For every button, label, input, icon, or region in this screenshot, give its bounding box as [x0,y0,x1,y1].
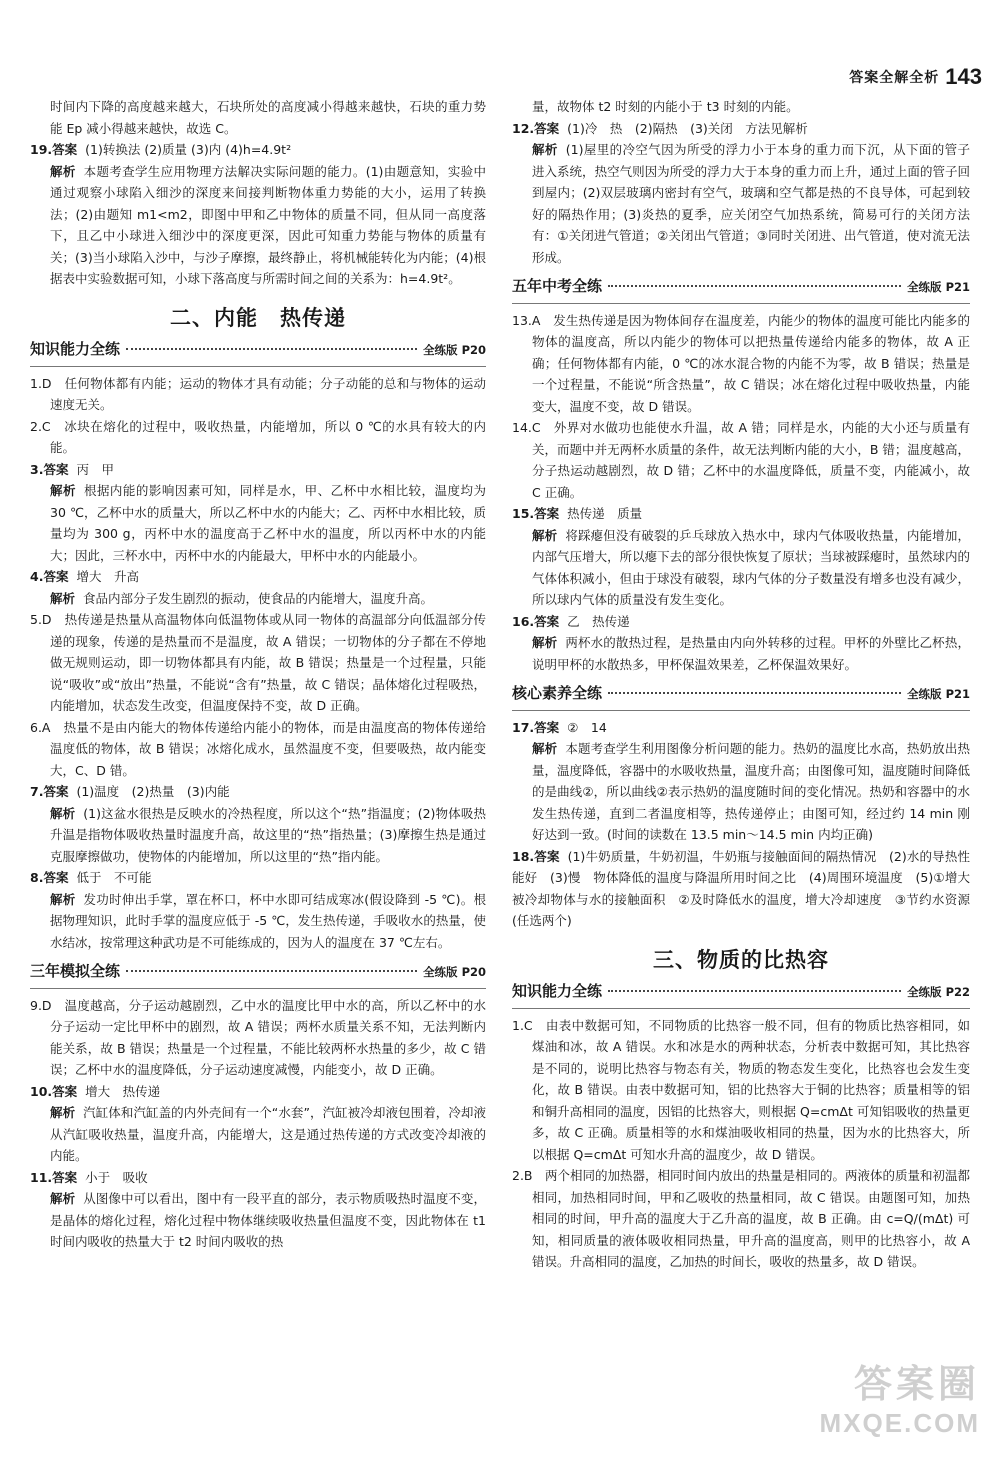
answer-num: 11.答案 [30,1169,78,1185]
analysis-text: 从图像中可以看出，图中有一段平直的部分，表示物质吸热时温度不变，是晶体的熔化过程，熔化过程中物体继续吸收热量但温度不变，因此物体在 t1 时间内吸收的热量大于 t2 时间内吸收的热 [50,1191,486,1249]
answer-num: 19.答案 [30,142,78,157]
bar-ref: 全练版 P20 [423,965,486,979]
bar-dots [608,990,901,992]
analysis-label: 解析 [532,741,558,756]
section-bar [512,981,970,1004]
answer-text: (1)转换法 (2)质量 (3)内 (4)h=4.9t² [85,142,292,157]
bar-title: 知识能力全练 [30,340,121,358]
answer-2: 2.C 冰块在熔化的过程中，吸收热量，内能增加，所以 0 ℃的水具有较大的内能。 [30,418,486,455]
answer-1: 1.D 任何物体都有内能；运动的物体才具有动能；分子动能的总和与物体的运动速度无关。 [30,375,486,412]
bar-rule [512,1008,970,1009]
analysis-text: (1)这盆水很热是反映水的冷热程度，所以这个“热”指温度；(2)物体吸热升温是指物体吸收热量时温度升高，故这里的“热”指热量；(3)摩擦生热是通过克服摩擦做功，使物体的内能增加，所以这里的“热”指内能。 [50,805,486,864]
analysis-text: 食品内部分子发生剧烈的振动，使食品的内能增大，温度升高。 [83,590,434,606]
page-number: 143 [945,64,982,89]
answer-text: 增大 升高 [76,569,139,584]
answer-text: (1)温度 (2)热量 (3)内能 [76,784,230,799]
section-title-3: 三、物质的比热容 [653,947,829,972]
section-bar [512,276,970,299]
answer-text: (1)冷 热 (2)隔热 (3)关闭 方法见解析 [567,120,808,136]
answer-2b: 2.B 两个相同的加热器，相同时间内放出的热量是相同的。两液体的质量和初温都相同，加热相同时间，甲和乙吸收的热量相同，故 C 错误。由题图可知，加热相同的时间，甲升高的温度大于乙升高的温度，故 B 正确。由 c=Q/(mΔt) 可知，相同质量的液体吸收相同热量，甲升高的温度高，则甲的比热容小，故 A 错误。升高相同的温度，乙加热的时间长，吸收的热量多，故 D 错误。 [512,1168,971,1269]
bar-title: 三年模拟全练 [30,962,121,980]
answer-text: 小于 吸收 [85,1169,148,1185]
answer-text: 丙 甲 [76,461,114,477]
analysis-label: 解析 [50,891,76,907]
answer-text: (1)牛奶质量，牛奶初温，牛奶瓶与接触面间的隔热情况 (2)水的导热性能好 (3)慢 物体降低的温度与降温所用时间之比 (4)周围环境温度 (5)①增大被冷却物体与水的接触面积 ②及时降低水的温度，增大冷却速度 ③节约水资源(任选两个) [512,848,970,928]
watermark [820,1353,980,1439]
answer-4 [30,566,486,609]
answer-num: 8.答案 [30,870,69,885]
answer-num: 12.答案 [512,120,560,136]
bar-title: 五年中考全练 [512,277,603,295]
section-title-2: 二、内能 热传递 [170,305,346,330]
bar-ref: 全练版 P21 [907,280,970,294]
answer-9: 9.D 温度越高，分子运动越剧烈，乙中水的温度比甲中水的高，所以乙杯中的水分子运动一定比甲杯中的剧烈，故 A 错误；两杯水质量关系不知，无法判断内能关系，故 B 错误；热量是一个过程量，不能比较两杯水热量的多少，故 C 错误；乙杯中水的温度降低，分子运动速度减慢，内能变小，故 D 正确。 [30,997,486,1077]
answer-6: 6.A 热量不是由内能大的物体传递给内能小的物体，而是由温度高的物体传递给温度低的物体，故 B 错误；冰熔化成水，虽然温度不变，但要吸热，故内能变大，C、D 错。 [30,719,486,778]
analysis-label: 解析 [50,1191,76,1206]
bar-ref: 全练版 P21 [907,687,970,701]
bar-dots [126,348,417,350]
analysis-text: 两杯水的散热过程，是热量由内向外转移的过程。甲杯的外壁比乙杯热，说明甲杯的水散热多，甲杯保温效果差，乙杯保温效果好。 [532,635,970,672]
answer-14: 14.C 外界对水做功也能使水升温，故 A 错；同样是水，内能的大小还与质量有关，而题中并无两杯水质量的条件，故无法判断内能的大小，B 错；温度越高，分子热运动越剧烈，故 D 错；乙杯中的水温度降低，质量不变，内能减小，故 C 正确。 [512,420,970,500]
analysis-text: 汽缸体和汽缸盖的内外壳间有一个“水套”，汽缸被冷却液包围着，冷却液从汽缸吸收热量，温度升高，内能增大，这是通过热传递的方式改变冷却液的内能。 [50,1105,486,1163]
watermark-bottom: MXQE.COM [819,1408,980,1438]
bar-rule [30,988,486,989]
bar-dots [126,970,417,972]
analysis-text: 本题考查学生利用图像分析问题的能力。热奶的温度比水高，热奶放出热量，温度降低，容器中的水吸收热量，温度升高；由图像可知，温度随时间降低的是曲线②，所以曲线②表示热奶的温度随时间的变化情况。热奶和容器中的水发生热传递，直到二者温度相等，热传递停止；由图可知，经过约 14 min 刚好达到一致。(时间的读数在 13.5 min～14.5 min 内均正确) [532,741,970,842]
answer-num: 16.答案 [512,613,560,629]
analysis-label: 解析 [50,163,76,179]
answer-19 [30,139,486,290]
answer-3 [30,459,486,567]
page-header [849,64,982,90]
analysis-text: 本题考查学生应用物理方法解决实际问题的能力。(1)由题意知，实验中通过观察小球陷入细沙的深度来间接判断物体重力势能的大小，运用了转换法；(2)由题知 m1<m2，即图中甲和乙中物体的质量不同，但从同一高度落下，且乙中小球进入细沙中的深度更深，因此可知重力势能与物体的质量有关；(3)当小球陷入沙中，与沙子摩擦，最终静止，将机械能转化为内能；(4)根据表中实验数据可知，小球下落高度与所需时间之间的关系为：h=4.9t²。 [50,163,486,286]
bar-ref: 全练版 P22 [907,985,970,999]
analysis-label: 解析 [532,142,558,157]
section-bar [30,961,486,984]
answer-18 [512,846,970,932]
bar-title: 知识能力全练 [512,982,603,1000]
bar-ref: 全练版 P20 [423,343,486,357]
answer-12 [512,118,970,269]
answer-num: 4.答案 [30,569,69,584]
bar-title: 核心素养全练 [512,684,603,702]
answer-num: 7.答案 [30,784,69,799]
analysis-text: 发功时伸出手掌，罩在杯口，杯中水即可结成寒冰(假设降到 -5 ℃)。根据物理知识，此时手掌的温度应低于 -5 ℃，发生热传递，手吸收水的热量，使水结冰，按常理这种武功是不可能练成的，因为人的温度在 37 ℃左右。 [50,891,486,950]
answer-10 [30,1081,486,1167]
answer-text: 增大 热传递 [85,1083,161,1099]
answer-num: 10.答案 [30,1083,78,1099]
section-bar [512,683,970,706]
right-column [512,96,970,1273]
right-intro: 量，故物体 t2 时刻的内能小于 t3 时刻的内能。 [532,99,799,114]
analysis-text: 根据内能的影响因素可知，同样是水，甲、乙杯中水相比较，温度均为 30 ℃，乙杯中水的质量大，所以乙杯中水的内能大；乙、丙杯中水相比较，质量均为 300 g，丙杯中水的温度高于乙杯中水的温度，所以丙杯中水的内能大；因此，三杯水中，丙杯中水的内能最大，甲杯中水的内能最小。 [50,483,486,563]
analysis-label: 解析 [50,590,76,606]
analysis-label: 解析 [532,527,558,543]
bar-rule [512,303,970,304]
answer-13: 13.A 发生热传递是因为物体间存在温度差，内能少的物体的温度可能比内能多的物体的温度高，所以内能少的物体可以把热量传递给内能多的物体，故 A 正确；任何物体都有内能，0 ℃的冰水混合物的内能不为零，故 B 错误；热量是一个过程量，不能说“所含热量”，故 C 错误；冰在熔化过程中吸收热量，内能变大，温度不变，故 D 错误。 [512,312,970,414]
answer-16 [512,611,970,676]
answer-15 [512,503,970,611]
section-bar [30,339,486,362]
answer-7 [30,781,486,867]
bar-dots [608,692,901,694]
analysis-label: 解析 [50,483,76,498]
bar-rule [30,366,486,367]
analysis-text: 将踩瘪但没有破裂的乒乓球放入热水中，球内气体吸收热量，内能增加，内部气压增大，所以瘪下去的部分很快恢复了原状；当球被踩瘪时，虽然球内的气体体积减小，但由于球没有破裂，球内气体的分子数量没有增多也没有减少，所以球内气体的质量没有发生变化。 [532,527,970,607]
answer-num: 17.答案 [512,719,560,735]
analysis-label: 解析 [50,805,76,821]
answer-text: 乙 热传递 [567,613,630,629]
left-intro: 时间内下降的高度越来越大，石块所处的高度减小得越来越快，石块的重力势能 Ep 减小得越来越快，故选 C。 [50,99,486,136]
header-title: 答案全解全析 [849,70,940,86]
answer-17 [512,717,970,846]
answer-num: 18.答案 [512,848,560,864]
analysis-label: 解析 [532,635,558,650]
answer-5: 5.D 热传递是热量从高温物体向低温物体或从同一物体的高温部分向低温部分传递的现象，传递的是热量而不是温度，故 A 错误；一切物体的分子都在不停地做无规则运动，即一切物体都具有内能，故 B 错误；热量是一个过程量，只能说“吸收”或“放出”热量，不能说“含有”热量，故 C 错误；晶体熔化过程吸热，内能增加，状态发生改变，但温度保持不变，故 D 正确。 [30,612,486,713]
analysis-text: (1)屋里的冷空气因为所受的浮力小于本身的重力而下沉，从下面的管子进入系统，热空气则因为所受的浮力大于本身的重力而上升，通过上面的管子回到屋内；(2)双层玻璃内密封有空气，玻璃和空气都是热的不良导体，可起到较好的隔热作用；(3)炎热的夏季，应关闭空气加热系统，简易可行的关闭方法有：①关闭进气管道；②关闭出气管道；③同时关闭进、出气管道，使对流无法形成。 [532,142,970,265]
answer-text: 低于 不可能 [76,870,152,885]
analysis-label: 解析 [50,1105,76,1120]
bar-rule [512,710,970,711]
answer-8 [30,867,486,953]
left-column [30,96,486,1253]
answer-num: 3.答案 [30,461,69,477]
answer-11 [30,1167,486,1253]
answer-text: 热传递 质量 [567,506,643,521]
answer-num: 15.答案 [512,506,560,521]
watermark-top: 答案圈 [853,1364,980,1406]
bar-dots [608,285,901,287]
answer-1c: 1.C 由表中数据可知，不同物质的比热容一般不同，但有的物质比热容相同，如煤油和冰，故 A 错误。水和冰是水的两种状态，分析表中数据可知，其比热容是不同的，说明比热容与物态有关，物质的物态发生变化，比热容也会发生变化，故 B 错误。由表中数据可知，铝的比热容大于铜的比热容；质量相等的铝和铜升高相同的温度，因铝的比热容大，则根据 Q=cmΔt 可知铝吸收的热量更多，故 C 正确。质量相等的水和煤油吸收相同的热量，因为水的比热容大，所以根据 Q=cmΔt 可知水升高的温度少，故 D 错误。 [512,1017,970,1162]
answer-text: ② 14 [567,719,607,735]
